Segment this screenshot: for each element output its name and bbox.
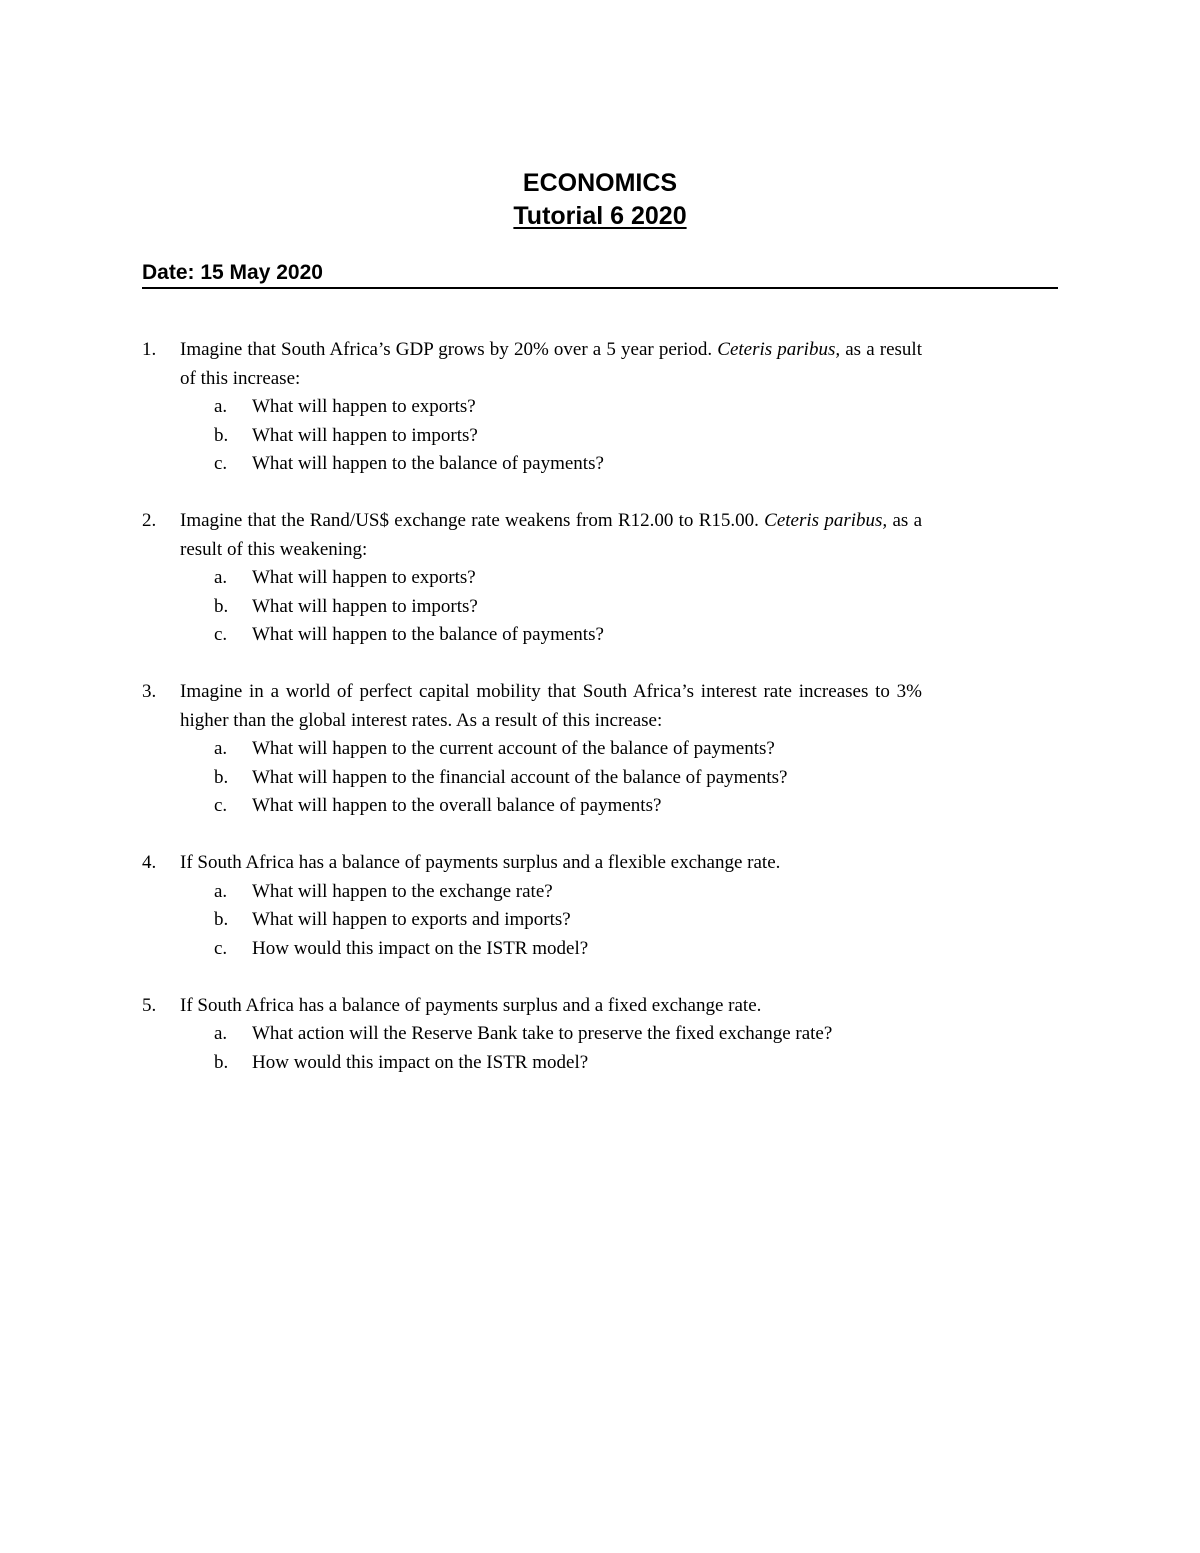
sub-question-text: What action will the Reserve Bank take to preserve the fixed exchange rate? <box>252 1023 833 1044</box>
question-text-italic: Ceteris paribus, <box>717 339 841 360</box>
question-list <box>142 336 932 1106</box>
date-line: Date: 15 May 2020 <box>142 261 323 284</box>
question-text: If South Africa has a balance of payments surplus and a fixed exchange rate. <box>180 994 762 1016</box>
sub-question-text: How would this impact on the ISTR model? <box>252 1051 589 1073</box>
question-text <box>180 336 922 393</box>
document-title: ECONOMICS <box>522 169 678 197</box>
sub-question-a <box>142 1020 932 1049</box>
sub-question-c <box>142 450 932 479</box>
sub-question-list <box>180 878 932 964</box>
question-number: 1. <box>142 339 157 360</box>
question-text-end: as a result of this increase: <box>180 339 922 389</box>
sub-question-letter: a. <box>214 567 228 588</box>
sub-question-text: What will happen to imports? <box>252 595 478 617</box>
question-4 <box>142 849 932 963</box>
sub-question-text: What will happen to exports? <box>252 396 476 417</box>
sub-question-letter: c. <box>214 937 228 959</box>
sub-question-text: What will happen to the balance of payments? <box>252 453 604 474</box>
question-text-start: Imagine that the Rand/US$ exchange rate weakens from R12.00 to R15.00. <box>180 510 765 531</box>
sub-question-c <box>142 792 932 821</box>
sub-question-letter: b. <box>214 909 229 930</box>
sub-question-letter: b. <box>214 1051 229 1073</box>
sub-question-letter: a. <box>214 880 228 902</box>
sub-question-letter: c. <box>214 624 228 645</box>
question-5 <box>142 992 932 1078</box>
sub-question-letter: c. <box>214 453 228 474</box>
sub-question-c <box>142 935 932 964</box>
sub-question-text: What will happen to the exchange rate? <box>252 880 553 902</box>
sub-question-text: What will happen to exports and imports? <box>252 909 571 930</box>
sub-question-b <box>142 422 932 451</box>
question-text-italic: Ceteris paribus, <box>764 510 888 531</box>
question-number: 5. <box>142 994 157 1016</box>
sub-question-b <box>142 764 932 793</box>
sub-question-text: What will happen to imports? <box>252 424 478 446</box>
sub-question-list <box>180 735 932 821</box>
question-text-end: as a result of this weakening: <box>180 510 922 560</box>
sub-question-letter: a. <box>214 738 228 759</box>
question-text <box>180 507 922 564</box>
sub-question-letter: b. <box>214 424 229 446</box>
sub-question-text: What will happen to the balance of payments? <box>252 624 604 645</box>
question-number: 3. <box>142 681 157 702</box>
sub-question-letter: c. <box>214 795 228 816</box>
sub-question-text: What will happen to exports? <box>252 567 476 588</box>
question-1 <box>142 336 932 479</box>
sub-question-a <box>142 735 932 764</box>
sub-question-a <box>142 878 932 907</box>
sub-question-c <box>142 621 932 650</box>
sub-question-letter: a. <box>214 1023 228 1044</box>
sub-question-b <box>142 1049 932 1078</box>
sub-question-list <box>180 1020 932 1077</box>
sub-question-a <box>142 393 932 422</box>
sub-question-a <box>142 564 932 593</box>
question-3 <box>142 678 932 821</box>
sub-question-letter: a. <box>214 396 228 417</box>
sub-question-text: What will happen to the current account of the balance of payments? <box>252 738 775 759</box>
sub-question-list <box>180 393 932 479</box>
sub-question-text: What will happen to the overall balance of payments? <box>252 795 662 816</box>
header-divider <box>142 287 1058 289</box>
sub-question-letter: b. <box>214 595 229 617</box>
question-number: 2. <box>142 510 157 531</box>
sub-question-text: How would this impact on the ISTR model? <box>252 937 589 959</box>
document-subtitle: Tutorial 6 2020 <box>513 202 687 230</box>
sub-question-letter: b. <box>214 766 229 788</box>
question-2 <box>142 507 932 650</box>
question-number: 4. <box>142 852 157 873</box>
sub-question-text: What will happen to the financial account of the balance of payments? <box>252 766 788 788</box>
question-text-start: Imagine that South Africa’s GDP grows by 20% over a 5 year period. <box>180 339 718 360</box>
question-text: If South Africa has a balance of payments surplus and a flexible exchange rate. <box>180 852 781 873</box>
sub-question-list <box>180 564 932 650</box>
sub-question-b <box>142 593 932 622</box>
sub-question-b <box>142 906 932 935</box>
question-text: Imagine in a world of perfect capital mobility that South Africa’s interest rate increases to 3% higher than the global interest rates. As a result of this increase: <box>180 681 922 731</box>
